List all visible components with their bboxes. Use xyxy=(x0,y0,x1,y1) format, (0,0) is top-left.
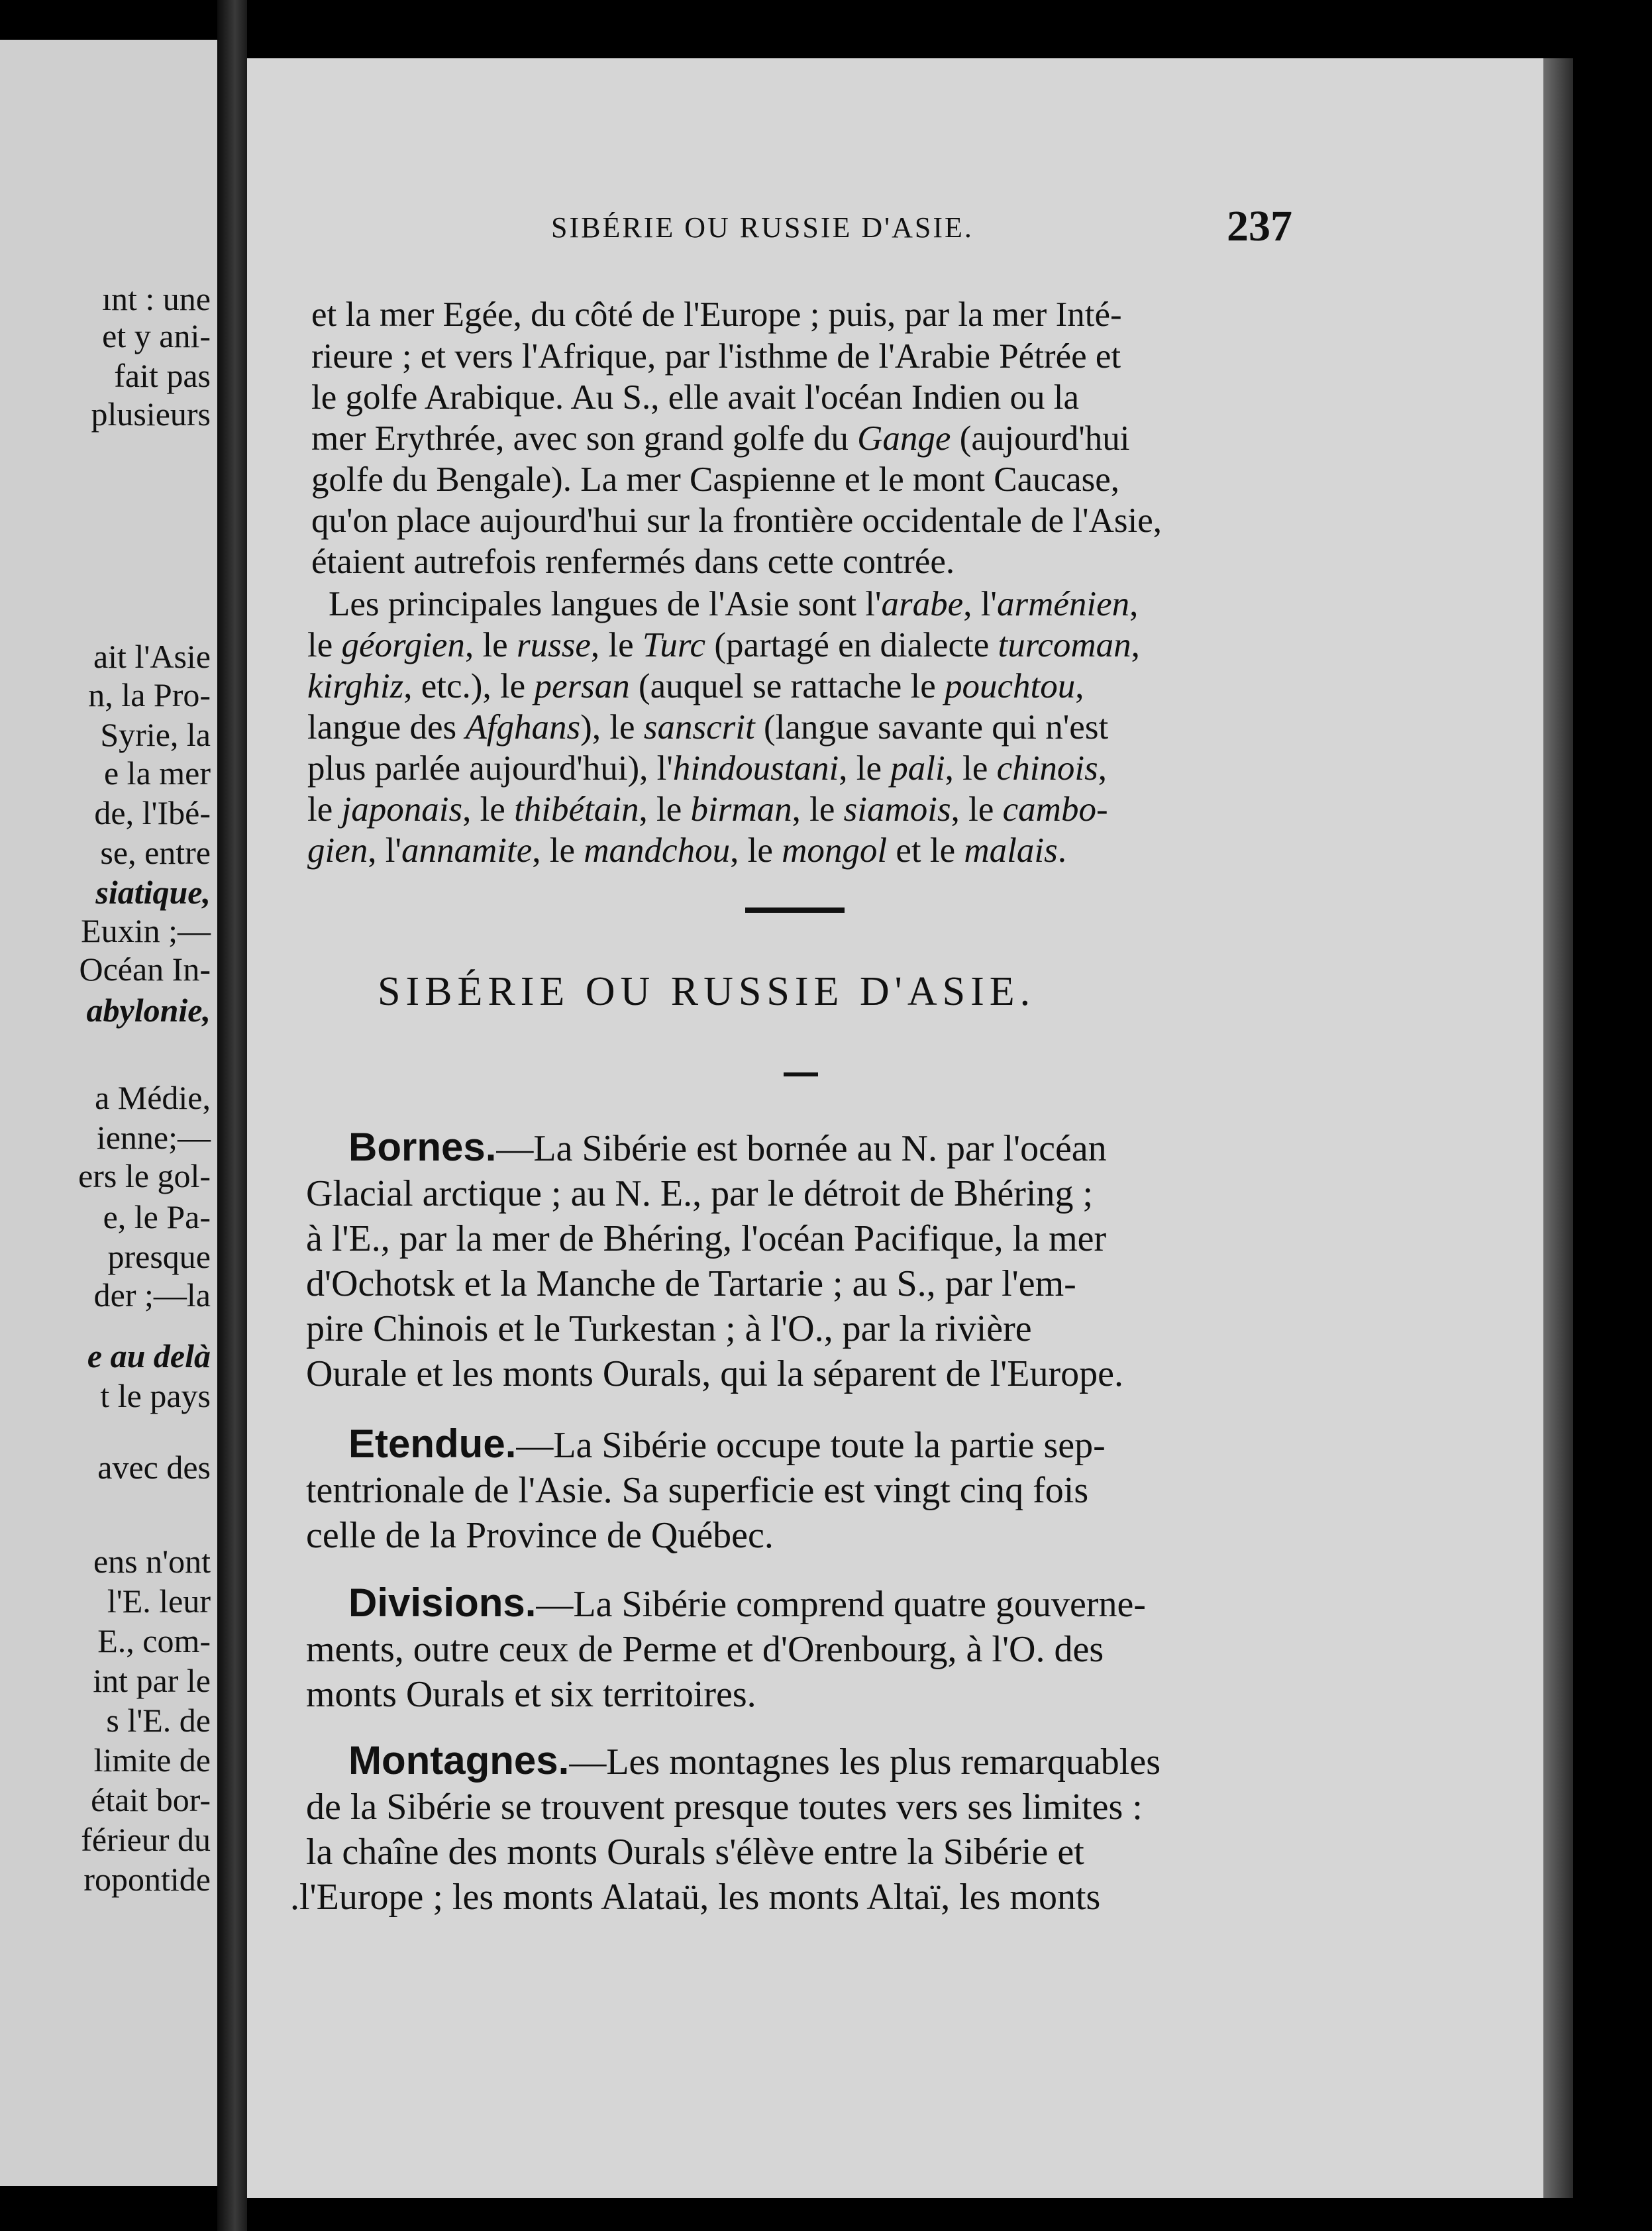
text-line: Les principales langues de l'Asie sont l'arabe, l'arménien, xyxy=(329,585,1139,623)
facing-page-fragment: férieur du xyxy=(81,1821,211,1858)
running-head: SIBÉRIE OU RUSSIE D'ASIE. xyxy=(551,211,974,244)
text-line: qu'on place aujourd'hui sur la frontière occidentale de l'Asie, xyxy=(311,501,1162,540)
text-line: le géorgien, le russe, le Turc (partagé en dialecte turcoman, xyxy=(307,626,1140,664)
paragraph-lead: Bornes. xyxy=(348,1125,497,1169)
text-line: Etendue.—La Sibérie occupe toute la partie sep- xyxy=(348,1422,1106,1466)
text-line: ments, outre ceux de Perme et d'Orenbourg, à l'O. des xyxy=(306,1629,1104,1670)
paragraph-lead: Montagnes. xyxy=(348,1738,570,1783)
page-number: 237 xyxy=(1227,202,1292,250)
facing-page-fragment: plusieurs xyxy=(91,395,211,433)
italic-term: Gange xyxy=(857,419,951,458)
facing-page-fragment: e la mer xyxy=(103,754,211,792)
text-line: monts Ourals et six territoires. xyxy=(306,1674,756,1715)
facing-page-fragment: int par le xyxy=(93,1662,211,1699)
facing-page-fragment: E., com- xyxy=(97,1622,211,1659)
facing-page-fragment: l'E. leur xyxy=(107,1582,211,1620)
facing-page-fragment: presque xyxy=(107,1238,211,1275)
facing-page-fragment: était bor- xyxy=(91,1781,211,1818)
facing-page-fragment: ınt : une xyxy=(102,280,211,317)
text-span: (aujourd'hui xyxy=(959,419,1130,458)
text-line: Ourale et les monts Ourals, qui la séparent de l'Europe. xyxy=(306,1353,1123,1394)
text-line: plus parlée aujourd'hui), l'hindoustani, le pali, le chinois, xyxy=(307,749,1108,788)
facing-page-fragment: se, entre xyxy=(100,834,211,871)
facing-page-fragment: s l'E. de xyxy=(106,1702,211,1739)
facing-page xyxy=(0,40,217,2186)
text-line: la chaîne des monts Ourals s'élève entre la Sibérie et xyxy=(306,1832,1084,1873)
facing-page-fragment: t le pays xyxy=(100,1377,211,1414)
facing-page-fragment: de, l'Ibé- xyxy=(94,794,211,831)
text-line: Montagnes.—Les montagnes les plus remarquables xyxy=(348,1738,1161,1783)
facing-page-fragment: avec des xyxy=(97,1449,211,1486)
text-line: .l'Europe ; les monts Alataü, les monts Altaï, les monts xyxy=(290,1877,1101,1918)
facing-page-fragment: limite de xyxy=(93,1741,211,1779)
text-span: mer Erythrée, avec son grand golfe du xyxy=(311,419,849,458)
facing-page-fragment: Euxin ;— xyxy=(81,912,211,949)
page-edge-shadow xyxy=(1543,58,1573,2198)
text-line: le golfe Arabique. Au S., elle avait l'océan Indien ou la xyxy=(311,378,1079,417)
section-rule xyxy=(745,908,845,913)
text-line: gien, l'annamite, le mandchou, le mongol et le malais. xyxy=(307,831,1066,870)
facing-page-fragment: a Médie, xyxy=(95,1079,211,1116)
text-line: le japonais, le thibétain, le birman, le siamois, le cambo- xyxy=(307,790,1108,829)
text-line: de la Sibérie se trouvent presque toutes vers ses limites : xyxy=(306,1787,1143,1828)
facing-page-fragment: ropontide xyxy=(83,1861,211,1898)
facing-page-fragment: ens n'ont xyxy=(93,1543,211,1580)
facing-page-fragment: e au delà xyxy=(87,1337,211,1375)
book-gutter xyxy=(217,0,247,2231)
facing-page-fragment: Océan In- xyxy=(79,951,211,988)
text-line: à l'E., par la mer de Bhéring, l'océan Pacifique, la mer xyxy=(306,1218,1107,1259)
text-line: langue des Afghans), le sanscrit (langue savante qui n'est xyxy=(307,708,1109,747)
text-line: Divisions.—La Sibérie comprend quatre gouverne- xyxy=(348,1581,1146,1625)
facing-page-fragment: n, la Pro- xyxy=(88,676,211,713)
facing-page-fragment: Syrie, la xyxy=(100,716,211,753)
facing-page-fragment: siatique, xyxy=(95,874,211,911)
facing-page-fragment: abylonie, xyxy=(86,992,211,1029)
facing-page-fragment: ers le gol- xyxy=(78,1157,211,1194)
facing-page-fragment: ienne;— xyxy=(96,1119,211,1156)
facing-page-fragment: ait l'Asie xyxy=(93,638,211,675)
text-line: golfe du Bengale). La mer Caspienne et le mont Caucase, xyxy=(311,460,1120,499)
paragraph-lead: Etendue. xyxy=(348,1422,517,1466)
text-line xyxy=(311,417,1130,460)
text-line: tentrionale de l'Asie. Sa superficie est vingt cinq fois xyxy=(306,1470,1089,1511)
text-line: et la mer Egée, du côté de l'Europe ; puis, par la mer Inté- xyxy=(311,295,1122,334)
facing-page-fragment: e, le Pa- xyxy=(103,1198,211,1235)
paragraph-lead: Divisions. xyxy=(348,1581,537,1625)
text-line: d'Ochotsk et la Manche de Tartarie ; au S., par l'em- xyxy=(306,1263,1076,1304)
text-line: pire Chinois et le Turkestan ; à l'O., par la rivière xyxy=(306,1308,1032,1349)
text-line: celle de la Province de Québec. xyxy=(306,1515,774,1556)
facing-page-fragment: fait pas xyxy=(114,357,211,394)
section-title: SIBÉRIE OU RUSSIE D'ASIE. xyxy=(378,969,1036,1014)
text-line: Bornes.—La Sibérie est bornée au N. par l'océan xyxy=(348,1125,1107,1169)
text-line: rieure ; et vers l'Afrique, par l'isthme de l'Arabie Pétrée et xyxy=(311,337,1121,376)
facing-page-fragment: et y ani- xyxy=(102,317,211,354)
text-line: étaient autrefois renfermés dans cette contrée. xyxy=(311,543,955,581)
facing-page-fragment: der ;—la xyxy=(93,1276,211,1314)
text-line: Glacial arctique ; au N. E., par le détroit de Bhéring ; xyxy=(306,1173,1094,1214)
text-line: kirghiz, etc.), le persan (auquel se rattache le pouchtou, xyxy=(307,667,1084,705)
section-dash xyxy=(784,1072,818,1076)
